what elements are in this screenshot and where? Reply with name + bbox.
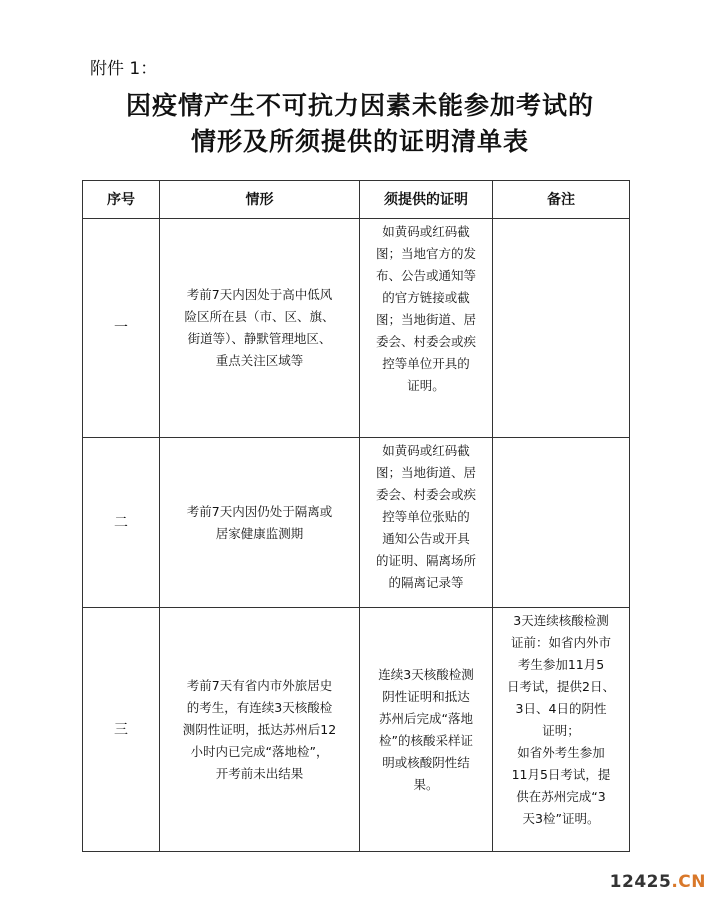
row-number: 一 [83,219,160,438]
row-number: 二 [83,438,160,608]
column-header-proof: 须提供的证明 [360,181,493,219]
column-header-remark: 备注 [493,181,630,219]
row-number: 三 [83,608,160,852]
proof-table [82,180,630,852]
row-situation: 考前7天内因仍处于隔离或 居家健康监测期 [160,438,360,608]
row-situation: 考前7天有省内市外旅居史 的考生，有连续3天核酸检 测阴性证明，抵达苏州后12 小时内已完成“落地检”， 开考前未出结果 [160,608,360,852]
table-row [83,438,630,608]
watermark-suffix: .CN [671,872,706,892]
row-proof: 如黄码或红码截 图；当地官方的发 布、公告或通知等 的官方链接或截 图；当地街道、居 委会、村委会或疾 控等单位开具的 证明。 [360,219,493,438]
column-header-number: 序号 [83,181,160,219]
row-proof: 如黄码或红码截 图；当地街道、居 委会、村委会或疾 控等单位张贴的 通知公告或开具 的证明、隔离场所 的隔离记录等 [360,438,493,608]
page-title-line2: 情形及所须提供的证明清单表 [190,127,529,156]
watermark [610,872,706,892]
row-remark: 3天连续核酸检测 证前：如省内外市 考生参加11月5 日考试，提供2日、 3日、4日的阴性 证明； 如省外考生参加 11月5日考试，提 供在苏州完成“3 天3检”证明。 [493,608,630,852]
attachment-label: 附件 1： [90,59,158,79]
watermark-number: 12425 [609,872,672,892]
column-header-situation: 情形 [160,181,360,219]
table-header-row [83,181,630,219]
table-row [83,219,630,438]
row-situation: 考前7天内因处于高中低风 险区所在县（市、区、旗、 街道等）、静默管理地区、 重点关注区域等 [160,219,360,438]
row-remark [493,438,630,608]
page-title-line1: 因疫情产生不可抗力因素未能参加考试的 [125,91,594,120]
table-row [83,608,630,852]
row-proof: 连续3天核酸检测 阴性证明和抵达 苏州后完成“落地 检”的核酸采样证 明或核酸阴性结 果。 [360,608,493,852]
row-remark [493,219,630,438]
